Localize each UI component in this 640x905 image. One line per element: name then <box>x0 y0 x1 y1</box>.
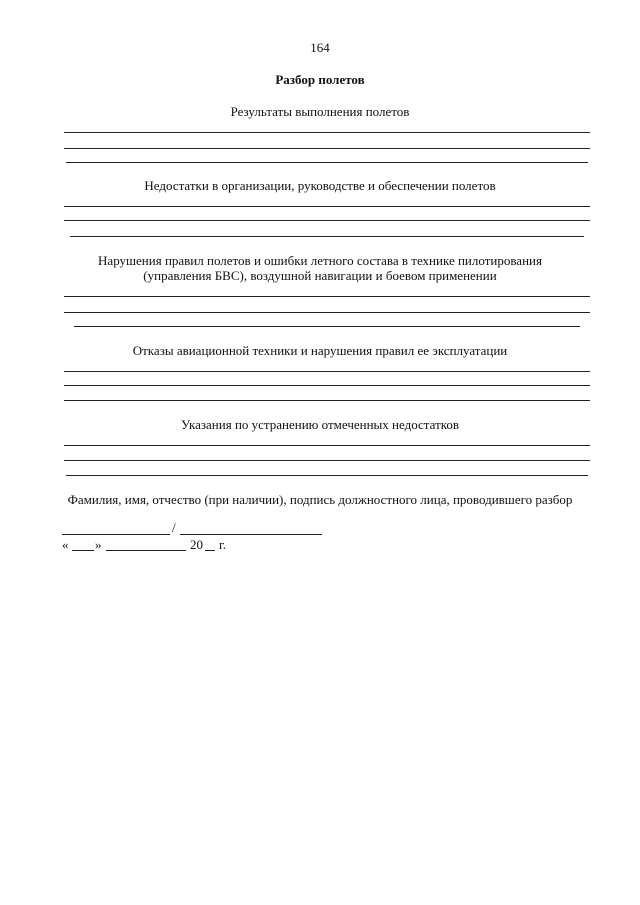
section-violations-line-1[interactable] <box>64 296 590 297</box>
section-deficiencies-line-1[interactable] <box>64 206 590 207</box>
date-year-suffix: г. <box>219 537 227 552</box>
date-open-quote: « <box>62 537 69 552</box>
date-close-quote: » <box>95 537 102 552</box>
section-results-label: Результаты выполнения полетов <box>230 104 410 119</box>
section-instructions-line-3[interactable] <box>66 475 588 476</box>
signature-sign-line[interactable] <box>180 534 322 535</box>
section-failures-line-1[interactable] <box>64 371 590 372</box>
section-failures-line-2[interactable] <box>64 385 590 386</box>
page-number: 164 <box>310 40 330 55</box>
date-month-line[interactable] <box>106 550 186 551</box>
section-deficiencies-line-2[interactable] <box>64 220 590 221</box>
date-year-line[interactable] <box>205 550 215 551</box>
date-day-line[interactable] <box>72 550 94 551</box>
section-deficiencies-line-3[interactable] <box>70 236 584 237</box>
section-failures-label: Отказы авиационной техники и нарушения правил ее эксплуатации <box>132 343 508 358</box>
section-instructions-line-1[interactable] <box>64 445 590 446</box>
section-violations-line-2[interactable] <box>64 312 590 313</box>
section-results-line-1[interactable] <box>64 132 590 133</box>
section-results-line-3[interactable] <box>66 162 588 163</box>
document-title: Разбор полетов <box>275 72 365 87</box>
signature-label: Фамилия, имя, отчество (при наличии), подпись должностного лица, проводившего разбор <box>67 492 573 507</box>
section-results-line-2[interactable] <box>64 148 590 149</box>
section-violations-label-line2: (управления БВС), воздушной навигации и боевом применении <box>143 268 497 283</box>
section-failures-line-3[interactable] <box>64 400 590 401</box>
date-year-prefix: 20 <box>190 537 203 552</box>
section-violations-line-3[interactable] <box>74 326 580 327</box>
section-instructions-label: Указания по устранению отмеченных недостатков <box>180 417 460 432</box>
signature-separator: / <box>172 520 176 535</box>
section-violations-label-line1: Нарушения правил полетов и ошибки летного состава в технике пилотирования <box>98 253 542 268</box>
signature-name-line[interactable] <box>62 534 170 535</box>
section-deficiencies-label: Недостатки в организации, руководстве и обеспечении полетов <box>144 178 496 193</box>
section-instructions-line-2[interactable] <box>64 460 590 461</box>
